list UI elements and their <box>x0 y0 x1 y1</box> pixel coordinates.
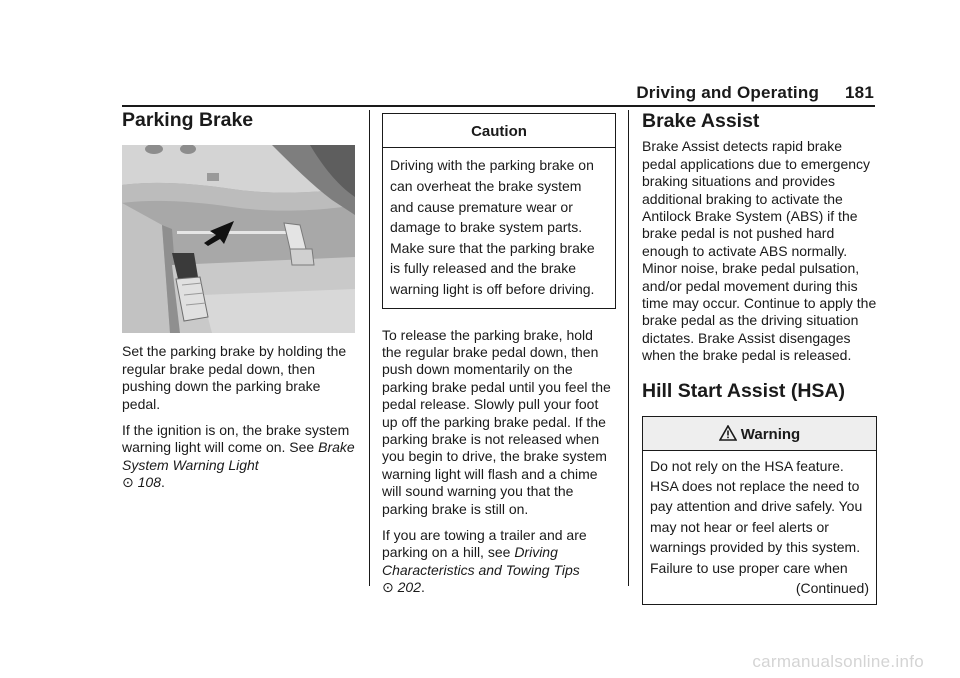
section-heading-brake-assist: Brake Assist <box>642 110 760 132</box>
warning-title: Warning <box>740 426 801 444</box>
ignition-warning-paragraph <box>122 422 358 492</box>
warning-text: Do not rely on the HSA feature. HSA does not replace the need to pay attention and drive safely. You may not hear or feel alerts or warnings provided by this system. Failure to use proper care when <box>650 457 863 576</box>
section-heading-hsa: Hill Start Assist (HSA) <box>642 379 845 402</box>
watermark: carmanualsonline.info <box>752 652 924 671</box>
column-2 <box>382 110 616 597</box>
page-header <box>636 83 874 103</box>
column-divider-1 <box>369 110 370 586</box>
header-rule <box>122 105 875 107</box>
release-brake-paragraph: To release the parking brake, hold the regular brake pedal down, then push down momentarily on the parking brake pedal until you feel the pedal release. Slowly pull your foot up off the parking brake pedal. If the parking brake is not released when you begin to drive, the brake system warning light will flash and a chime will sound warning you that the parking brake is still on. <box>382 326 611 517</box>
parking-brake-pedal-illustration <box>122 145 355 333</box>
warning-box <box>642 416 877 605</box>
towing-paragraph <box>382 527 616 597</box>
section-title: Driving and Operating <box>636 83 820 102</box>
warning-header <box>643 417 876 450</box>
page-ref-icon: ⊙ <box>122 474 134 491</box>
caution-text: Driving with the parking brake on can overheat the brake system and cause premature wear or damage to brake system parts. Make sure that the parking brake is fully released and the brake warning light is off before driving. <box>390 157 595 297</box>
section-heading-parking-brake: Parking Brake <box>122 109 254 131</box>
brake-assist-paragraph: Brake Assist detects rapid brake pedal applications due to emergency braking situations and provides additional braking to activate the Antilock Brake System (ABS) if the brake pedal is not pushed hard enough to activate ABS normally. Minor noise, brake pedal pulsation, and/or pedal movement during this time may occur. Continue to apply the brake pedal as the driving situation dictates. Brake Assist disengages when the brake pedal is released. <box>642 138 877 364</box>
column-3 <box>642 110 877 605</box>
warning-body <box>643 451 876 605</box>
brake-system-warning-light-link[interactable]: Brake System Warning Light <box>122 439 355 473</box>
caution-title: Caution <box>383 114 615 148</box>
warning-triangle-icon <box>719 425 737 441</box>
caution-box <box>382 113 616 309</box>
page-ref-202[interactable]: 202 <box>397 579 421 596</box>
page-ref-108[interactable]: 108 <box>137 474 161 491</box>
ignition-warning-text: If the ignition is on, the brake system warning light will come on. See <box>122 422 350 456</box>
column-1 <box>122 110 358 492</box>
sentence-end: . <box>160 474 165 491</box>
column-divider-2 <box>628 110 629 586</box>
towing-tips-link[interactable]: Driving Characteristics and Towing Tips <box>382 544 580 578</box>
page-number: 181 <box>845 83 874 102</box>
sentence-end: . <box>420 579 425 596</box>
parking-brake-set-paragraph: Set the parking brake by holding the regular brake pedal down, then pushing down the parking brake pedal. <box>122 343 347 412</box>
towing-text: If you are towing a trailer and are parking on a hill, see <box>382 527 587 561</box>
page-ref-icon: ⊙ <box>382 579 394 596</box>
continued-label: (Continued) <box>795 579 869 596</box>
